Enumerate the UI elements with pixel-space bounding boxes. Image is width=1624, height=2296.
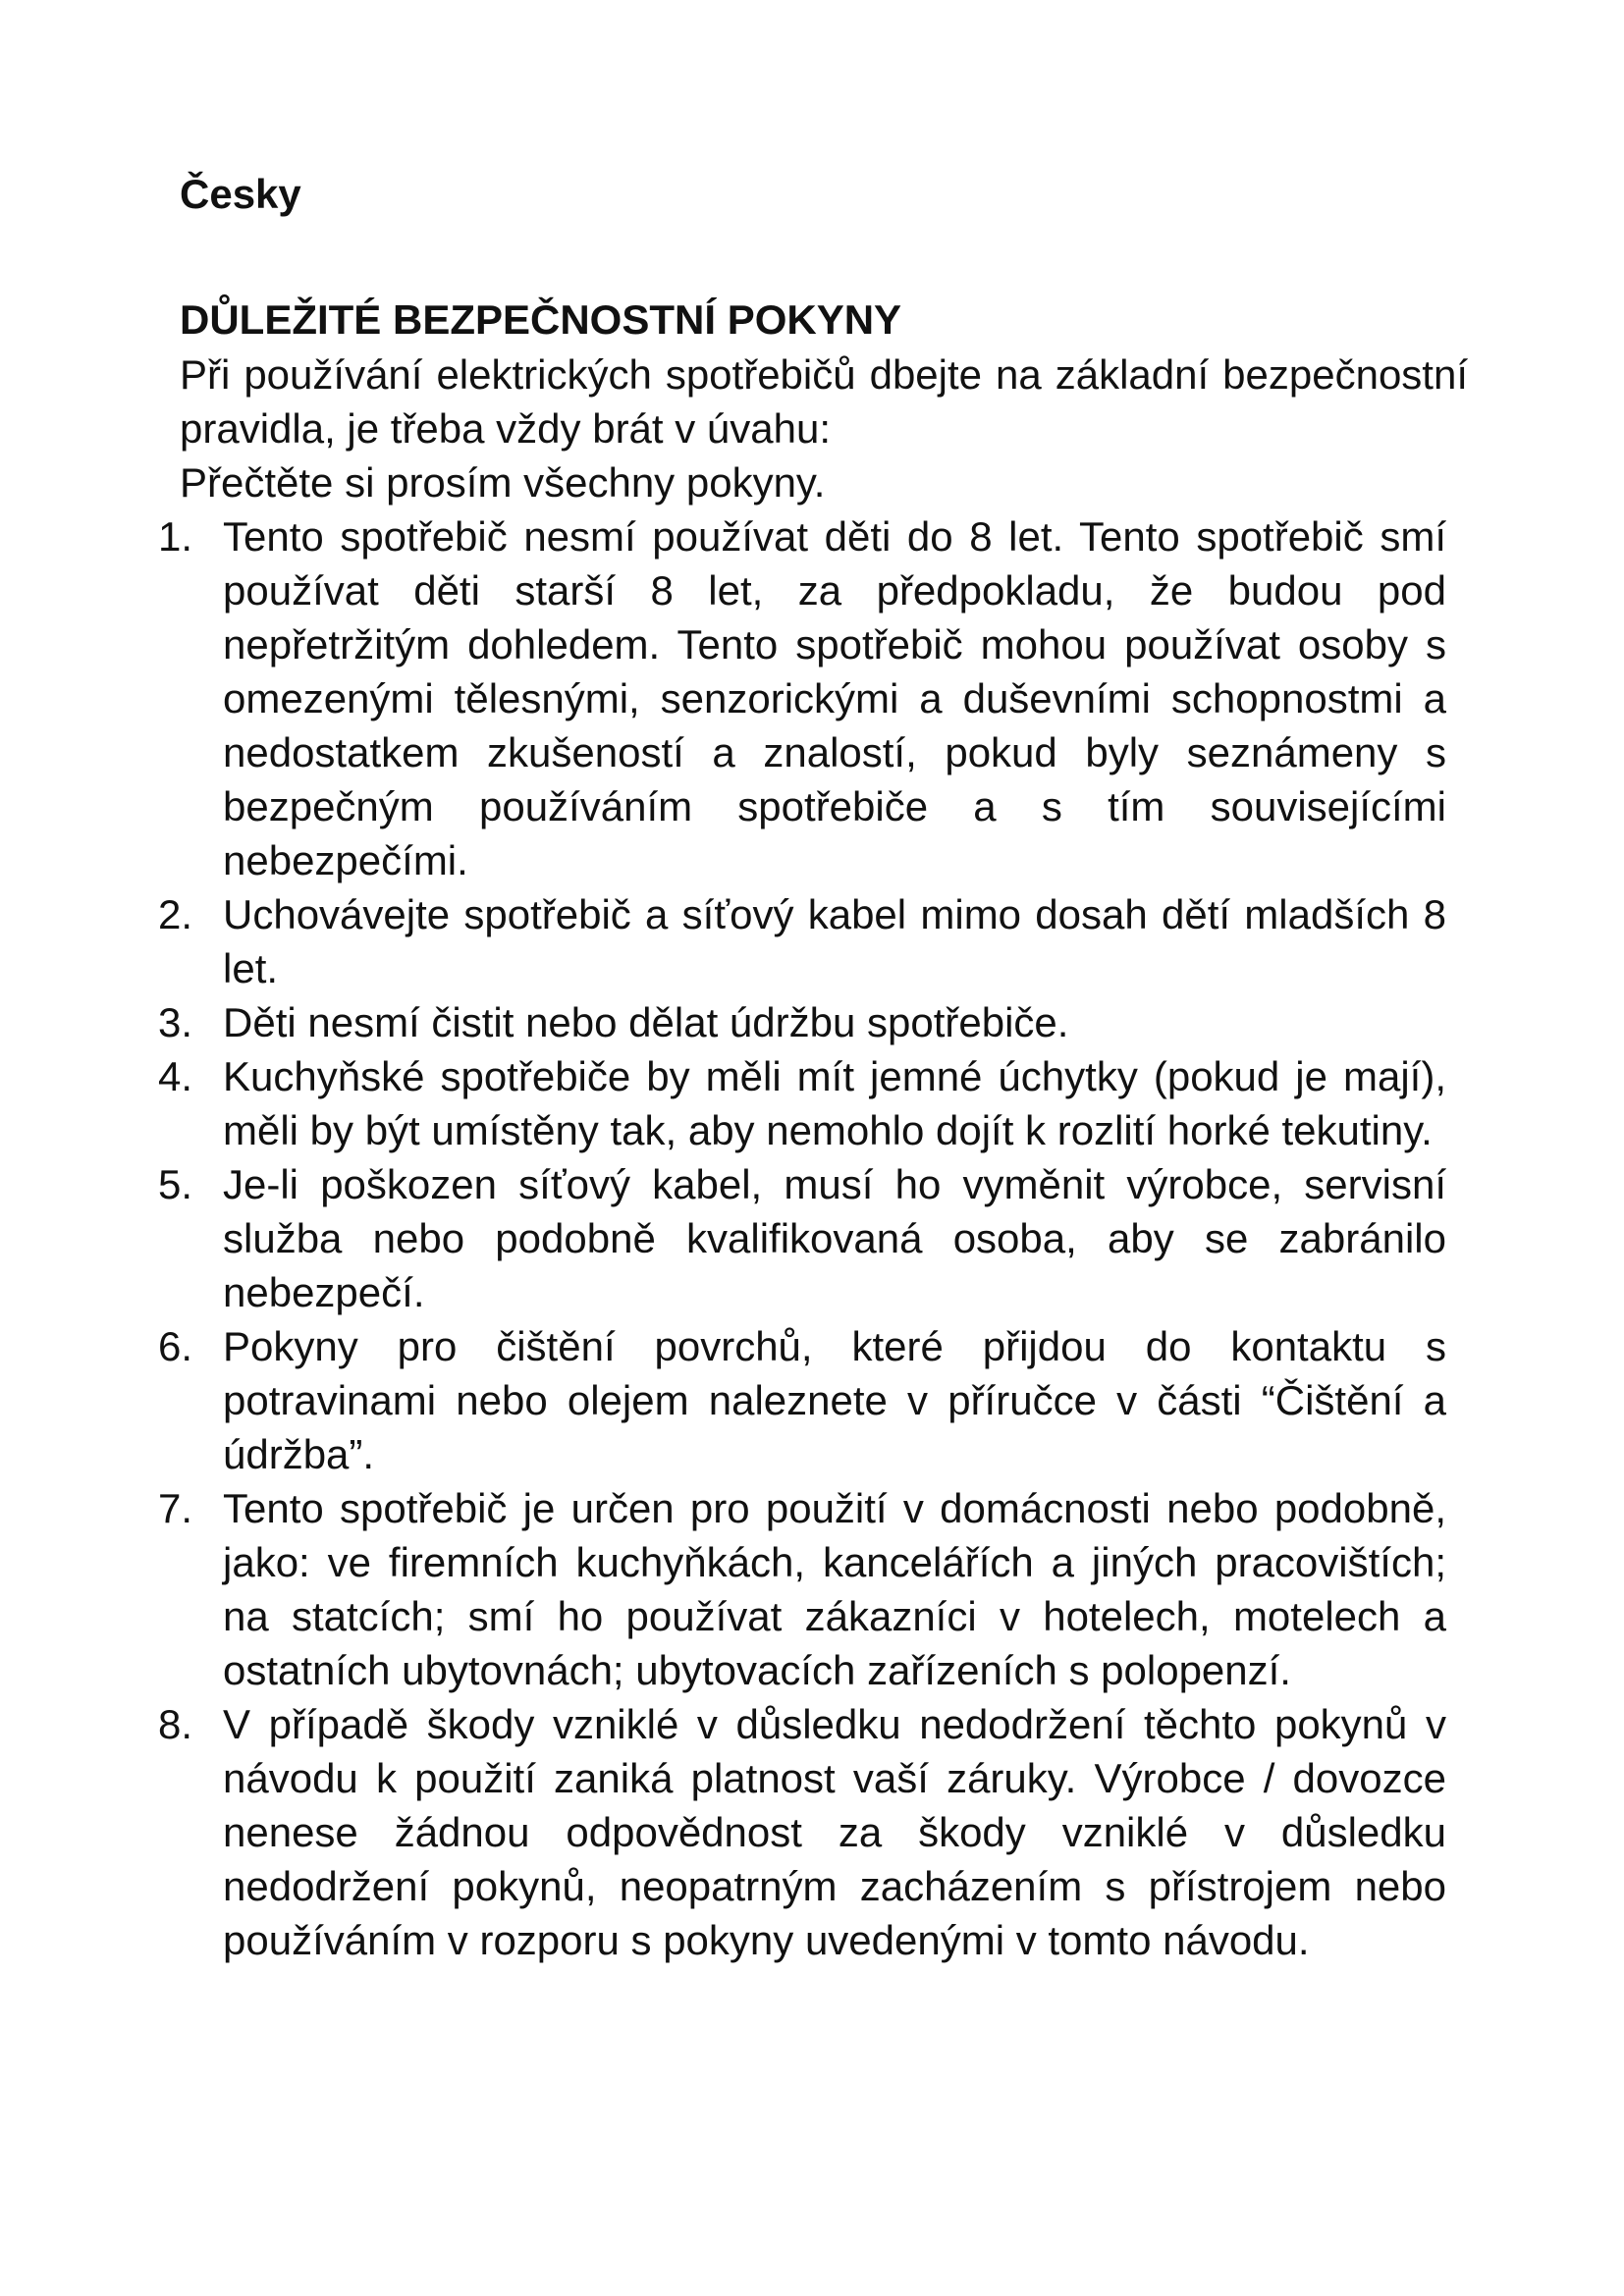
list-item [158, 1319, 1446, 1481]
language-label: Česky [180, 171, 301, 217]
intro-text: Při používání elektrických spotřebičů dbejte na základní bezpečnostní pravidla, je třeba vždy brát v úvahu: [180, 351, 1468, 452]
safety-instructions-list [158, 509, 1446, 1967]
item-text: Uchovávejte spotřebič a síťový kabel mimo dosah dětí mladších 8 let. [223, 891, 1446, 991]
item-number: 7. [158, 1485, 193, 1531]
list-item [158, 1481, 1446, 1697]
item-text: Tento spotřebič je určen pro použití v domácnosti nebo podobně, jako: ve firemních kuchyňkách, kancelářích a jiných pracovištích; na statcích; smí ho používat zákazníci v hotelech, motelech a ostatních ubytovnách; ubytovacích zařízeních s polopenzí. [223, 1485, 1446, 1693]
list-item [158, 995, 1446, 1049]
section-heading: DŮLEŽITÉ BEZPEČNOSTNÍ POKYNY [180, 296, 902, 343]
intro-read-all: Přečtěte si prosím všechny pokyny. [180, 459, 826, 506]
item-number: 8. [158, 1701, 193, 1747]
list-item [158, 509, 1446, 887]
item-text: Děti nesmí čistit nebo dělat údržbu spotřebiče. [223, 999, 1069, 1045]
intro-paragraph [180, 347, 1468, 509]
item-text: V případě škody vzniklé v důsledku nedodržení těchto pokynů v návodu k použití zaniká platnost vaší záruky. Výrobce / dovozce nenese žádnou odpovědnost za škody vzniklé v důsledku nedodržení pokynů, neopatrným zacházením s přístrojem nebo používáním v rozporu s pokyny uvedenými v tomto návodu. [223, 1701, 1446, 1963]
item-number: 5. [158, 1161, 193, 1207]
item-text: Pokyny pro čištění povrchů, které přijdou do kontaktu s potravinami nebo olejem naleznete v příručce v části “Čištění a údržba”. [223, 1323, 1446, 1477]
item-number: 2. [158, 891, 193, 937]
list-item [158, 1049, 1446, 1157]
item-text: Je-li poškozen síťový kabel, musí ho vyměnit výrobce, servisní služba nebo podobně kvalifikovaná osoba, aby se zabránilo nebezpečí. [223, 1161, 1446, 1315]
list-item [158, 887, 1446, 995]
list-item [158, 1157, 1446, 1319]
list-item [158, 1697, 1446, 1967]
item-number: 3. [158, 999, 193, 1045]
item-number: 4. [158, 1053, 193, 1099]
item-text: Tento spotřebič nesmí používat děti do 8 let. Tento spotřebič smí používat děti starší 8 let, za předpokladu, že budou pod nepřetržitým dohledem. Tento spotřebič mohou používat osoby s omezenými tělesnými, senzorickými a duševními schopnostmi a nedostatkem zkušeností a znalostí, pokud byly seznámeny s bezpečným používáním spotřebiče a s tím souvisejícími nebezpečími. [223, 513, 1446, 883]
item-number: 6. [158, 1323, 193, 1369]
document-page [158, 167, 1468, 1967]
item-text: Kuchyňské spotřebiče by měli mít jemné úchytky (pokud je mají), měli by být umístěny tak, aby nemohlo dojít k rozlití horké tekutiny. [223, 1053, 1446, 1153]
item-number: 1. [158, 513, 193, 560]
